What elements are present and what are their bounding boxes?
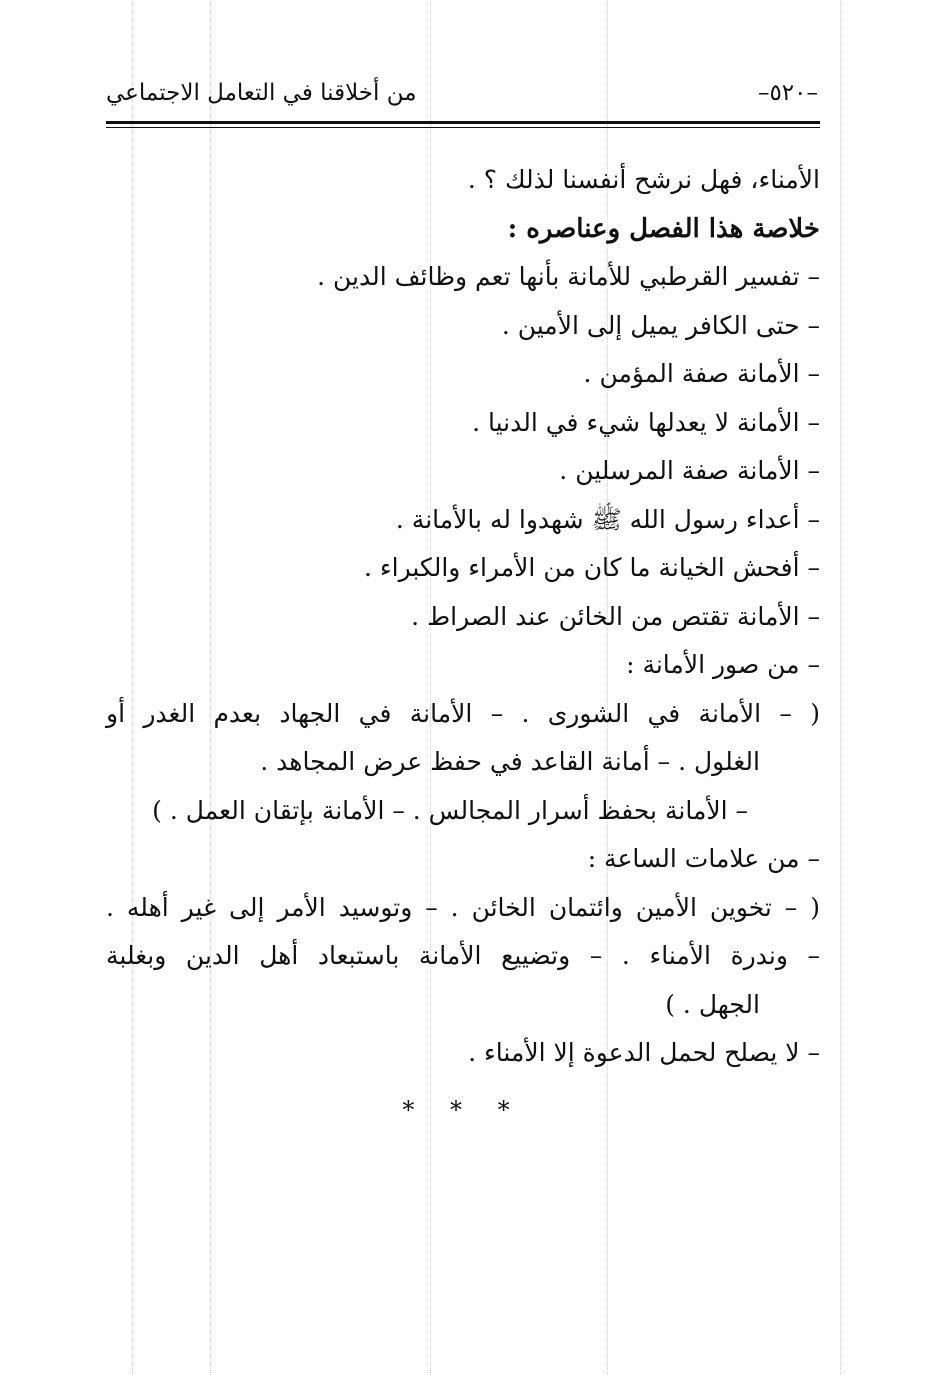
- summary-item: – لا يصلح لحمل الدعوة إلا الأمناء .: [468, 1038, 820, 1067]
- sub-list-line: ( – تخوين الأمين وائتمان الخائن . – وتوسيد الأمر إلى غير أهله .: [106, 892, 820, 922]
- summary-item: – الأمانة صفة المرسلين .: [559, 456, 820, 485]
- summary-item: – الأمانة تقتص من الخائن عند الصراط .: [411, 601, 820, 631]
- running-title: من أخلاقنا في التعامل الاجتماعي: [106, 80, 417, 106]
- summary-item: – أفحش الخيانة ما كان من الأمراء والكبراء .: [363, 553, 820, 582]
- section-separator: * * *: [402, 1095, 524, 1124]
- section-heading: خلاصة هذا الفصل وعناصره :: [507, 213, 820, 244]
- header-rule-thick: [106, 121, 820, 124]
- summary-item: – من علامات الساعة :: [587, 844, 820, 873]
- summary-item: – من صور الأمانة :: [626, 650, 820, 679]
- sub-list-line: – وندرة الأمناء . – وتضييع الأمانة باستبعاد أهل الدين وبغلبة: [106, 941, 820, 970]
- summary-item: – تفسير القرطبي للأمانة بأنها تعم وظائف الدين .: [317, 262, 820, 291]
- sub-list-line: الغلول . – أمانة القاعد في حفظ عرض المجاهد .: [260, 747, 760, 776]
- page-number: –٥٢٠–: [757, 80, 818, 106]
- summary-item: – الأمانة لا يعدلها شيء في الدنيا .: [472, 407, 820, 437]
- summary-item: – حتى الكافر يميل إلى الأمين .: [501, 310, 820, 340]
- sub-list-line: ( – الأمانة في الشورى . – الأمانة في الجهاد بعدم الغدر أو: [106, 698, 820, 728]
- summary-item: – الأمانة صفة المؤمن .: [583, 359, 820, 388]
- page-header: [106, 78, 820, 118]
- summary-item: – أعداء رسول الله ﷺ شهدوا له بالأمانة .: [395, 504, 820, 534]
- body-line: الأمناء، فهل نرشح أنفسنا لذلك ؟ .: [467, 165, 820, 194]
- sub-list-line: – الأمانة بحفظ أسرار المجالس . – الأمانة بإتقان العمل . ): [152, 795, 748, 825]
- header-rule-thin: [106, 127, 820, 128]
- page-body: [106, 156, 820, 1130]
- scan-guide-line: [840, 0, 841, 1375]
- sub-list-line: الجهل . ): [665, 989, 760, 1019]
